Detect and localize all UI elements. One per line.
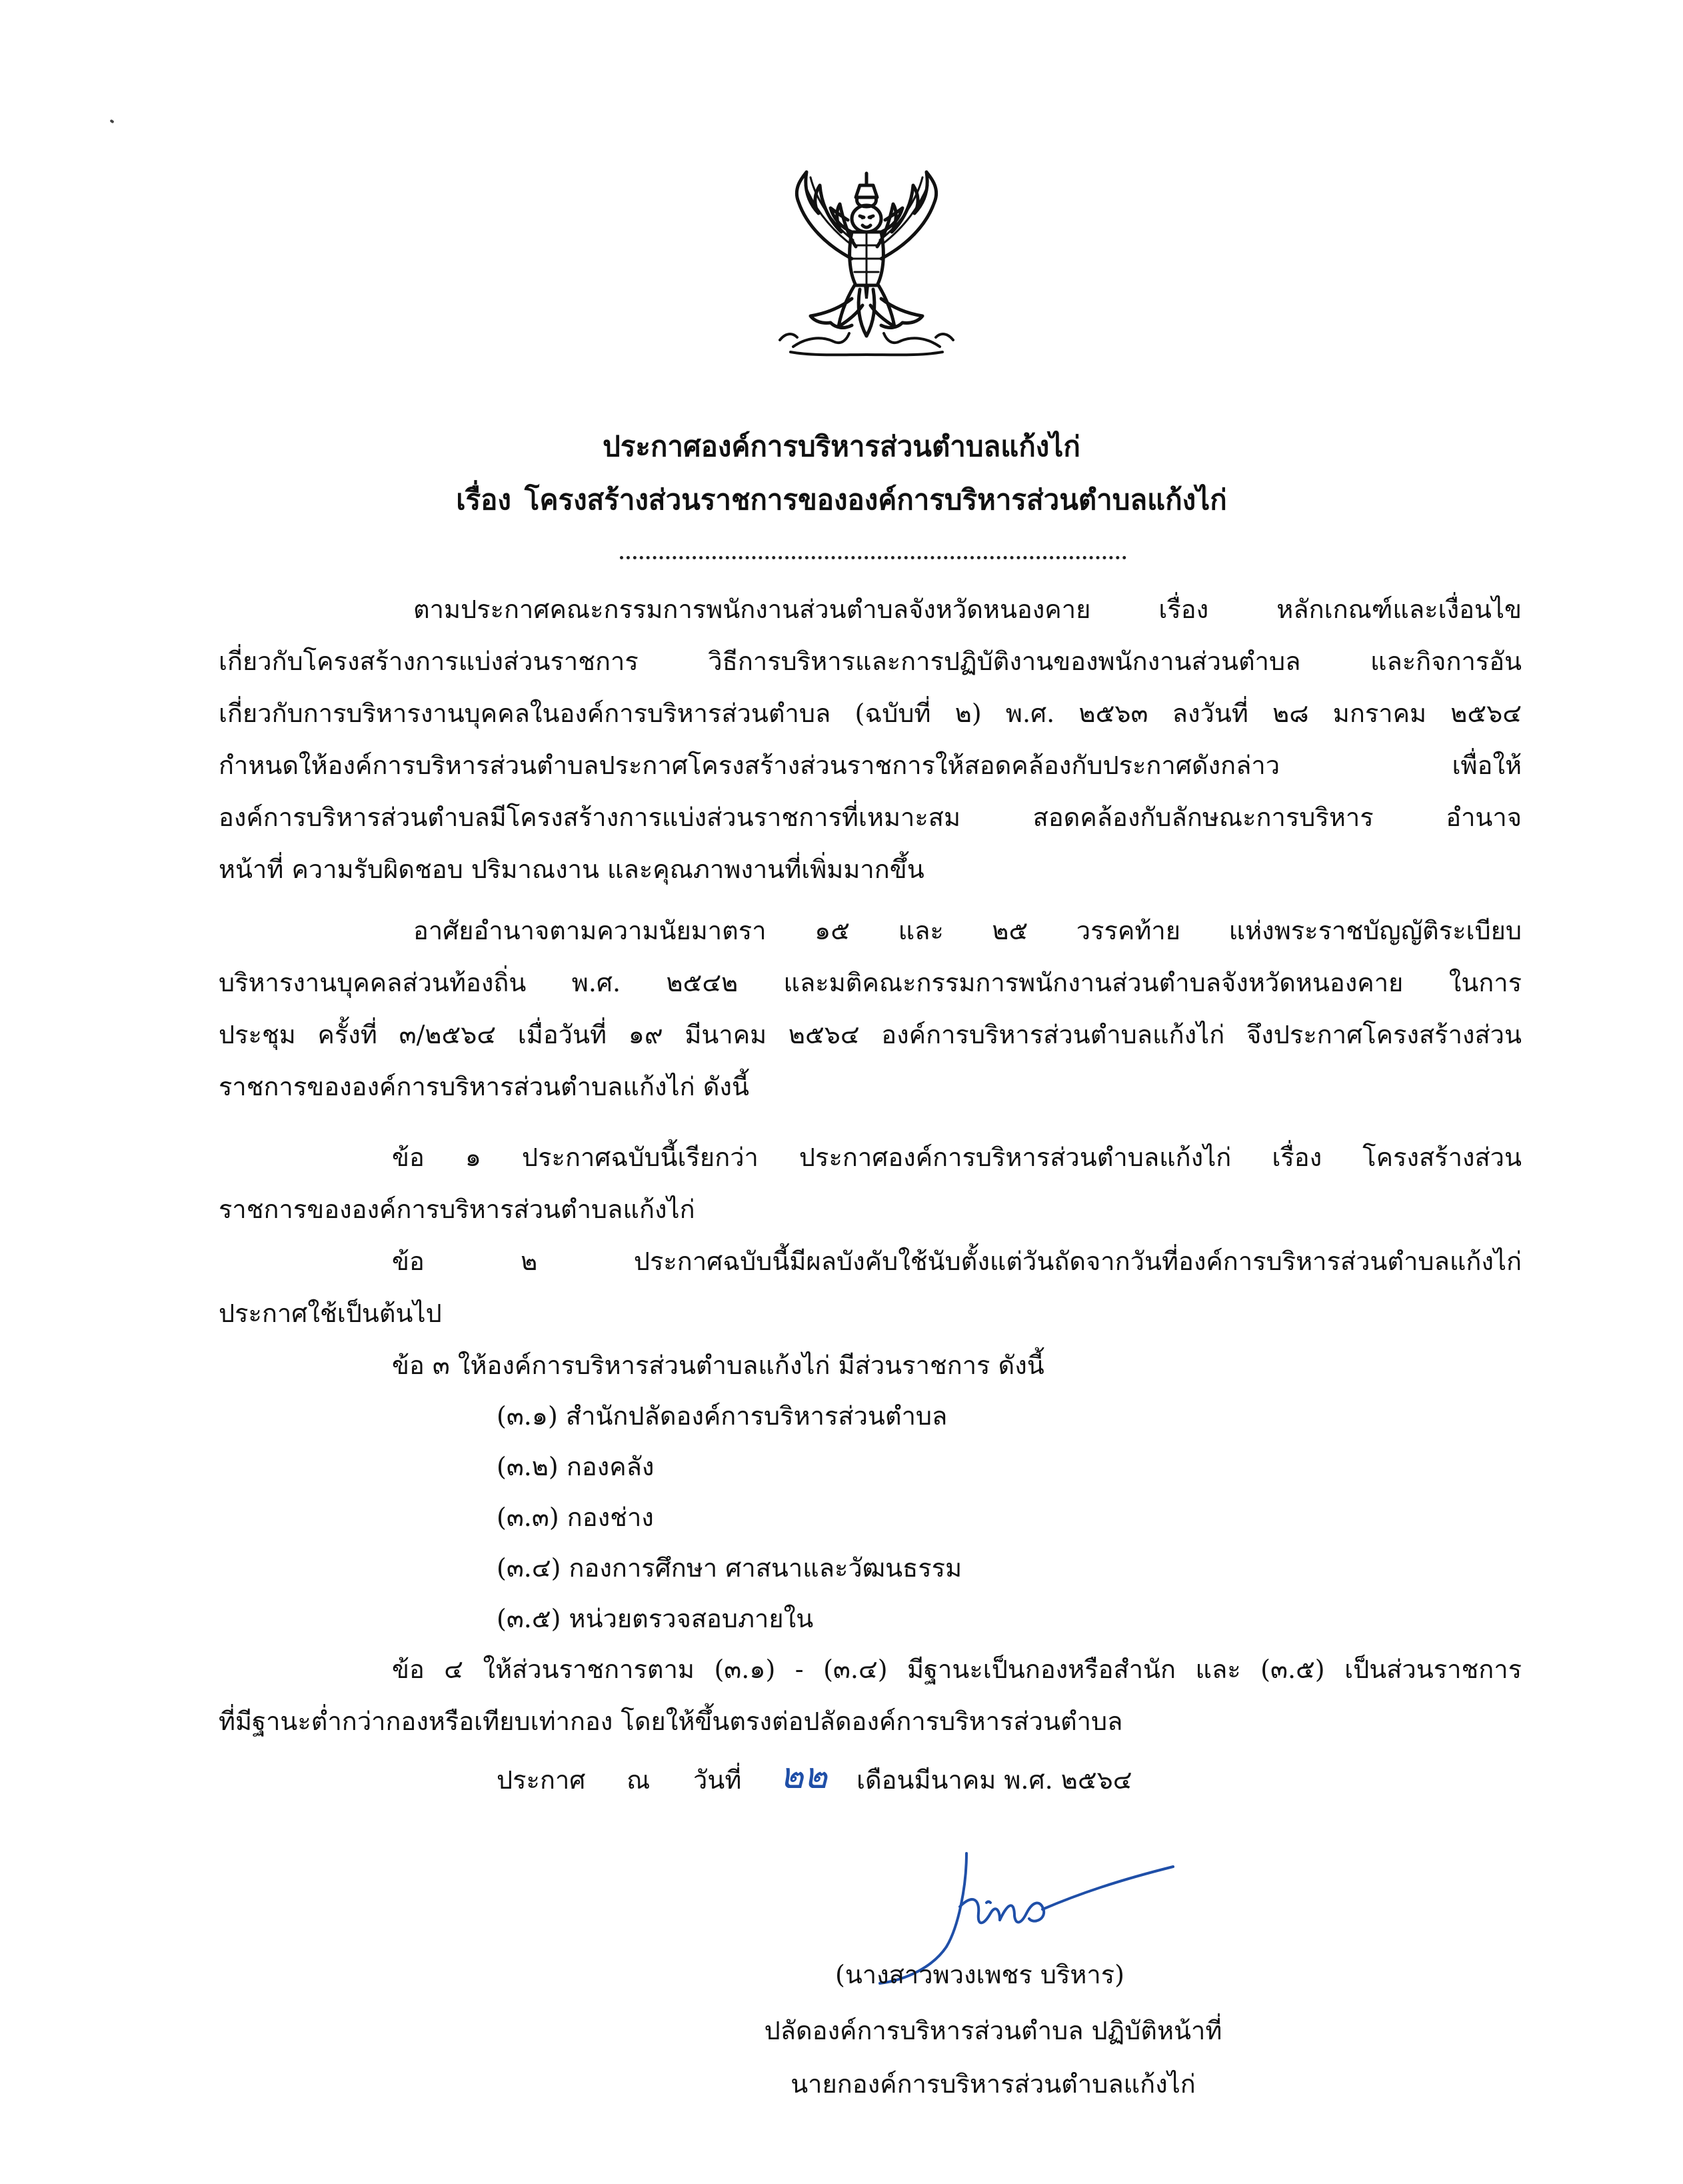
unit-item: (๓.๕) หน่วยตรวจสอบภายใน	[497, 1604, 814, 1633]
date-announce: ประกาศ	[497, 1765, 586, 1795]
paragraph1-line: หน้าที่ ความรับผิดชอบ ปริมาณงาน และคุณภาพงานที่เพิ่มมากขึ้น	[219, 855, 924, 884]
unit-item: (๓.๓) กองช่าง	[497, 1503, 654, 1532]
garuda-emblem	[767, 165, 966, 365]
clause3-line: ข้อ ๓ ให้องค์การบริหารส่วนตำบลแก้งไก่ มีส่วนราชการ ดังนี้	[392, 1351, 1044, 1380]
scan-speck	[109, 119, 114, 124]
signer-position: ปลัดองค์การบริหารส่วนตำบล ปฏิบัติหน้าที่	[764, 2016, 1222, 2045]
dotted-divider	[620, 556, 1126, 559]
paragraph1-line: เกี่ยวกับการบริหารงานบุคคลในองค์การบริหารส่วนตำบล (ฉบับที่ ๒) พ.ศ. ๒๕๖๓ ลงวันที่ ๒๘ มกราคม ๒๕๖๔	[219, 699, 1522, 728]
subject-text: โครงสร้างส่วนราชการขององค์การบริหารส่วนตำบลแก้งไก่	[524, 483, 1227, 516]
paragraph1-line: ตามประกาศคณะกรรมการพนักงานส่วนตำบลจังหวัดหนองคาย เรื่อง หลักเกณฑ์และเงื่อนไข	[413, 595, 1522, 624]
paragraph1-line: องค์การบริหารส่วนตำบลมีโครงสร้างการแบ่งส่วนราชการที่เหมาะสม สอดคล้องกับลักษณะการบริหาร อำนาจ	[219, 803, 1522, 832]
unit-item: (๓.๔) กองการศึกษา ศาสนาและวัฒนธรรม	[497, 1553, 962, 1583]
date-month-year: เดือนมีนาคม พ.ศ. ๒๕๖๔	[856, 1765, 1132, 1795]
announcement-subject	[0, 480, 1683, 520]
signer-name: (นางสาวพวงเพชร บริหาร)	[835, 1960, 1124, 1989]
clause1-line: ข้อ ๑ ประกาศฉบับนี้เรียกว่า ประกาศองค์การบริหารส่วนตำบลแก้งไก่ เรื่อง โครงสร้างส่วน	[392, 1143, 1522, 1172]
clause4-line: ที่มีฐานะต่ำกว่ากองหรือเทียบเท่ากอง โดยให้ขึ้นตรงต่อปลัดองค์การบริหารส่วนตำบล	[219, 1707, 1123, 1736]
clause1-line: ราชการขององค์การบริหารส่วนตำบลแก้งไก่	[219, 1195, 695, 1224]
clause4-line: ข้อ ๔ ให้ส่วนราชการตาม (๓.๑) - (๓.๔) มีฐานะเป็นกองหรือสำนัก และ (๓.๕) เป็นส่วนราชการ	[392, 1655, 1522, 1684]
unit-item: (๓.๒) กองคลัง	[497, 1452, 655, 1481]
subject-prefix: เรื่อง	[456, 483, 511, 516]
date-day-label: วันที่	[693, 1765, 742, 1795]
paragraph2-line: บริหารงานบุคคลส่วนท้องถิ่น พ.ศ. ๒๕๔๒ และมติคณะกรรมการพนักงานส่วนตำบลจังหวัดหนองคาย ในการ	[219, 968, 1522, 997]
date-at: ณ	[627, 1765, 651, 1795]
paragraph1-line: เกี่ยวกับโครงสร้างการแบ่งส่วนราชการ วิธีการบริหารและการปฏิบัติงานของพนักงานส่วนตำบล และกิจการอัน	[219, 647, 1522, 676]
clause2-line: ข้อ ๒ ประกาศฉบับนี้มีผลบังคับใช้นับตั้งแต่วันถัดจากวันที่องค์การบริหารส่วนตำบลแก้งไก่	[392, 1247, 1522, 1276]
signer-acting-position: นายกองค์การบริหารส่วนตำบลแก้งไก่	[791, 2069, 1196, 2099]
paragraph2-line: อาศัยอำนาจตามความนัยมาตรา ๑๕ และ ๒๕ วรรคท้าย แห่งพระราชบัญญัติระเบียบ	[413, 916, 1522, 945]
date-day-handwritten: ๒๒	[780, 1755, 828, 1797]
paragraph2-line: ประชุม ครั้งที่ ๓/๒๕๖๔ เมื่อวันที่ ๑๙ มีนาคม ๒๕๖๔ องค์การบริหารส่วนตำบลแก้งไก่ จึงประกาศโครงสร้างส่วน	[219, 1020, 1522, 1049]
paragraph1-line: กำหนดให้องค์การบริหารส่วนตำบลประกาศโครงสร้างส่วนราชการให้สอดคล้องกับประกาศดังกล่าว เพื่อให้	[219, 751, 1522, 780]
paragraph2-line: ราชการขององค์การบริหารส่วนตำบลแก้งไก่ ดังนี้	[219, 1072, 749, 1101]
announcement-title: ประกาศองค์การบริหารส่วนตำบลแก้งไก่	[603, 430, 1080, 463]
clause2-line: ประกาศใช้เป็นต้นไป	[219, 1299, 442, 1328]
unit-item: (๓.๑) สำนักปลัดองค์การบริหารส่วนตำบล	[497, 1401, 948, 1431]
